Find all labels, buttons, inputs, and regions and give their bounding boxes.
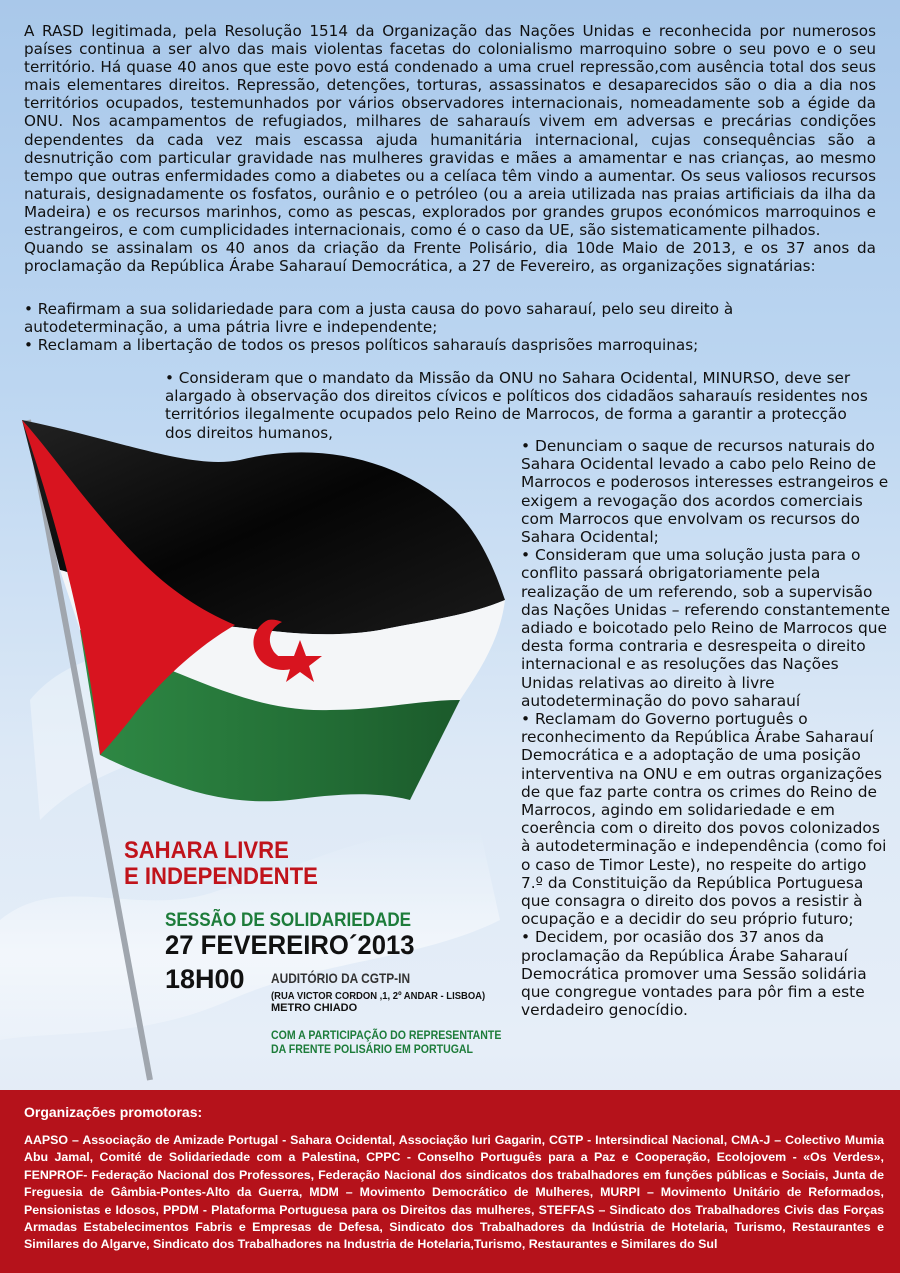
bullet-item: • Reclamam do Governo português o reconhecimento da República Árabe Saharauí Democrática e a adoptação de uma posição interventiva na ONU e em outras organizações de que faz parte contra os crimes do Reino de Marrocos, agindo em solidariedade e em coerência com o direito dos povos colonizados à autodeterminação e independência (como foi o caso de Timor Leste), no respeite do artigo 7.º da Constituição da República Portuguesa que consagra o direito dos povos a resistir à ocupação e a decidir do seu próprio futuro; [521, 710, 887, 929]
promoters-heading: Organizações promotoras: [24, 1104, 203, 1120]
intro-text [24, 22, 876, 275]
venue-name: AUDITÓRIO DA CGTP-IN [271, 970, 411, 986]
participation-line: COM A PARTICIPAÇÃO DO REPRESENTANTE [271, 1028, 502, 1042]
venue-address: (RUA VICTOR CORDON ,1, 2º ANDAR - LISBOA) [271, 990, 486, 1002]
intro-paragraph: A RASD legitimada, pela Resolução 1514 da Organização das Nações Unidas e reconhecida por numerosos países continua a ser alvo das mais violentas facetas do colonialismo marroquino sobre o seu povo e o seu território. Há quase 40 anos que este povo está condenado a uma cruel repressão,com ausência total dos seus mais elementares direitos. Repressão, detenções, torturas, assassinatos e desaparecidos são o dia a dia nos territórios ocupados, testemunhados por vários observadores internacionais, nomeadamente sob a égide da ONU. Nos acampamentos de refugiados, milhares de saharauís vivem em adversas e precárias condições dependentes da cada vez mais escassa ajuda humanitária internacional, cujas consequências são a desnutrição com particular gravidade nas mulheres gravidas e mães a amamentar e nas crianças, ao mesmo tempo que outras enfermidades como a diabetes ou a celíaca têm vindo a aumentar. Os seus valiosos recursos naturais, designadamente os fosfatos, ourânio e o petróleo (ou a areia utilizada nas praias artificiais da ilha da Madeira) e os recursos marinhos, como as pescas, explorados por grandes grupos económicos marroquinos e estrangeiros, e com cumplicidades internacionais, como é o caso da UE, são sistematicamente pilhados. [24, 22, 876, 240]
participation-line: DA FRENTE POLISÁRIO EM PORTUGAL [271, 1042, 474, 1056]
bullet-item: • Reafirmam a sua solidariedade para com a justa causa do povo saharauí, pelo seu direito à autodeterminação, a uma pátria livre e independente; [24, 300, 734, 337]
bullet-item: • Denunciam o saque de recursos naturais do Sahara Ocidental levado a cabo pelo Reino de Marrocos e poderosos interesses estrangeiros e exigem a revogação dos acordos comerciais com Marrocos que envolvam os recursos do Sahara Ocidental; [521, 437, 889, 547]
session-date: 27 FEVEREIRO´2013 [165, 930, 415, 960]
participation-note [271, 1028, 501, 1056]
promoters-footer [0, 1090, 900, 1273]
bullet-item: • Consideram que o mandato da Missão da ONU no Sahara Ocidental, MINURSO, deve ser alargado à observação dos direitos cívicos e políticos dos cidadãos saharauís residentes nos territórios ilegalmente ocupados pelo Reino de Marrocos, de forma a garantir a protecção dos direitos humanos, [165, 369, 868, 442]
slogan-line: E INDEPENDENTE [124, 863, 318, 890]
venue-metro: METRO CHIADO [271, 1002, 358, 1014]
bullet-item: • Reclamam a libertação de todos os presos políticos saharauís dasprisões marroquinas; [24, 336, 699, 355]
bullet-list-top [24, 300, 876, 355]
bullet-item: • Consideram que uma solução justa para o conflito passará obrigatoriamente pela realização de um referendo, sob a supervisão das Nações Unidas – referendo constantemente adiado e boicotado pelo Reino de Marrocos que desta forma contraria e desrespeita o direito internacional e as resoluções das Nações Unidas relativas ao direito à livre autodeterminação do povo saharauí [521, 546, 891, 710]
intro-paragraph: Quando se assinalam os 40 anos da criação da Frente Polisário, dia 10de Maio de 2013, e os 37 anos da proclamação da República Árabe Saharauí Democrática, a 27 de Fevereiro, as organizações signatárias: [24, 239, 876, 276]
venue-info [271, 970, 516, 1014]
slogan-line: SAHARA LIVRE [124, 837, 289, 864]
promoters-list: AAPSO – Associação de Amizade Portugal - Sahara Ocidental, Associação Iuri Gagarin, CGTP - Intersindical Nacional, CMA-J – Colectivo Mumia Abu Jamal, Comité de Solidariedade com a Palestina, CPPC - Conselho Português para a Paz e Cooperação, Ecolojovem - «Os Verdes», FENPROF- Federação Nacional dos Professores, Federação Nacional dos sindicatos dos trabalhadores em funções públicas e Sociais, Junta de Freguesia de Gâmbia-Pontes-Alto da Guerra, MDM – Movimento Democrático de Mulheres, MURPI – Movimento Unitário de Reformados, Pensionistas e Idosos, PPDM - Plataforma Portuguesa para os Direitos das mulheres, STEFFAS – Sindicato dos Trabalhadores Civis das Forças Armadas Estabelecimentos Fabris e Empresas de Defesa, Sindicato dos Trabalhadores da Indústria de Hotelaria, Turismo, Restaurantes e Similares do Algarve, Sindicato dos Trabalhadores na Industria de Hotelaria,Turismo, Restaurantes e Similares do Sul [24, 1133, 884, 1252]
session-time: 18H00 [165, 964, 245, 994]
session-title: SESSÃO DE SOLIDARIEDADE [165, 910, 412, 931]
bullet-list-right [521, 437, 893, 1020]
bullet-item: • Decidem, por ocasião dos 37 anos da proclamação da República Árabe Saharauí Democrática promover uma Sessão solidária que congregue vontades para pôr fim a este verdadeiro genocídio. [521, 928, 867, 1020]
slogan [124, 838, 318, 890]
